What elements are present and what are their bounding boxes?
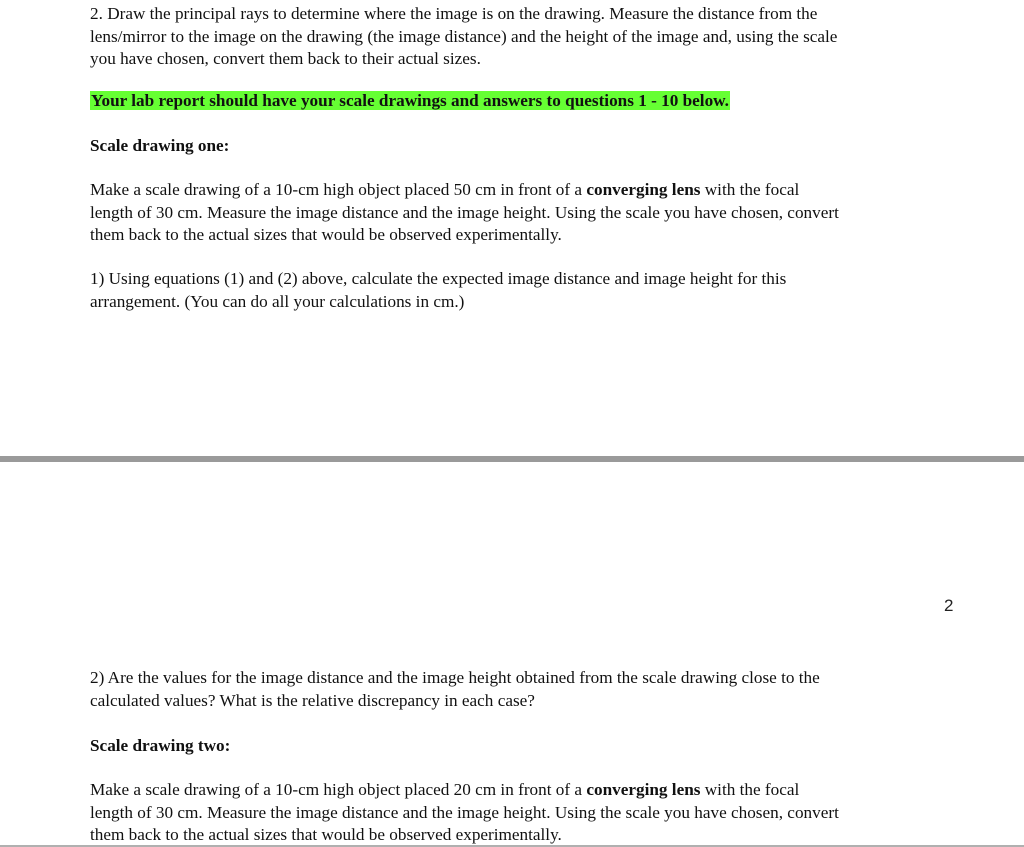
text-line [90, 779, 910, 802]
question-1-paragraph [90, 268, 910, 313]
bold-term: converging lens [586, 180, 701, 199]
text-line: length of 30 cm. Measure the image distance and the image height. Using the scale you have chosen, convert [90, 202, 839, 222]
question-2-paragraph [90, 3, 910, 71]
question-2-discrepancy-paragraph [90, 667, 910, 712]
text-line: length of 30 cm. Measure the image distance and the image height. Using the scale you have chosen, convert [90, 802, 839, 822]
text-line: 2) Are the values for the image distance and the image height obtained from the scale drawing close to the [90, 668, 820, 687]
heading-scale-drawing-two: Scale drawing two: [90, 736, 231, 755]
text-segment: with the focal [700, 180, 800, 199]
scale-drawing-two-paragraph [90, 779, 910, 847]
text-line: 1) Using equations (1) and (2) above, calculate the expected image distance and image height for this [90, 269, 787, 288]
highlighted-note: Your lab report should have your scale drawings and answers to questions 1 - 10 below. [91, 91, 729, 110]
text-line: lens/mirror to the image on the drawing (the image distance) and the height of the image and, using the scale [90, 26, 838, 46]
text-segment: with the focal [700, 780, 800, 799]
text-line: 2. Draw the principal rays to determine where the image is on the drawing. Measure the distance from the [90, 4, 818, 23]
lab-report-note [90, 90, 910, 113]
text-line: them back to the actual sizes that would be observed experimentally. [90, 225, 562, 244]
scale-drawing-one-paragraph [90, 179, 910, 247]
text-segment: Make a scale drawing of a 10-cm high object placed 50 cm in front of a [90, 180, 587, 199]
heading-scale-drawing-one: Scale drawing one: [90, 136, 230, 155]
text-line [90, 179, 910, 202]
page-number: 2 [944, 596, 954, 615]
text-line: arrangement. (You can do all your calculations in cm.) [90, 291, 465, 311]
text-line: you have chosen, convert them back to their actual sizes. [90, 49, 481, 68]
text-line: calculated values? What is the relative discrepancy in each case? [90, 690, 535, 710]
text-line: them back to the actual sizes that would be observed experimentally. [90, 825, 562, 844]
text-segment: Make a scale drawing of a 10-cm high object placed 20 cm in front of a [90, 780, 587, 799]
bold-term: converging lens [586, 780, 701, 799]
